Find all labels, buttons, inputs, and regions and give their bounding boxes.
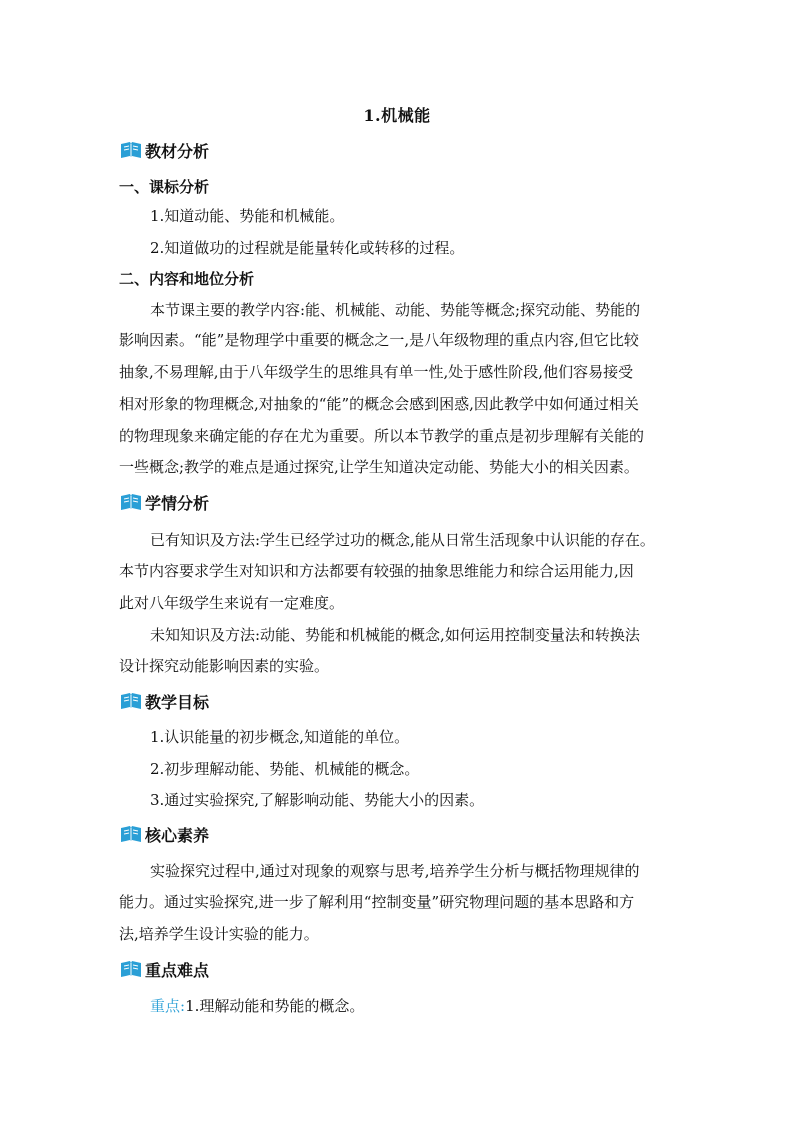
paragraph-line: 未知知识及方法:动能、势能和机械能的概念,如何运用控制变量法和转换法 (150, 626, 640, 644)
subheading-curriculum: 一、课标分析 (119, 178, 210, 196)
page-title: 1.机械能 (363, 106, 431, 125)
paragraph-line: 抽象,不易理解,由于八年级学生的思维具有单一性,处于感性阶段,他们容易接受 (119, 363, 634, 381)
key-point-label: 重点: (150, 997, 186, 1015)
goal-item: 1.认识能量的初步概念,知道能的单位。 (150, 728, 410, 746)
section-heading-text: 核心素养 (145, 825, 210, 845)
book-icon (119, 959, 143, 979)
paragraph-line: 本节内容要求学生对知识和方法都要有较强的抽象思维能力和综合运用能力,因 (119, 562, 634, 580)
section-teaching-goals (119, 689, 209, 713)
paragraph-line: 相对形象的物理概念,对抽象的“能”的概念会感到困惑,因此教学中如何通过相关 (119, 395, 639, 413)
paragraph-line: 一些概念;教学的难点是通过探究,让学生知道决定动能、势能大小的相关因素。 (119, 458, 639, 476)
key-point-line (150, 996, 364, 1016)
paragraph-line: 能力。通过实验探究,进一步了解利用“控制变量”研究物理问题的基本思路和方 (119, 893, 635, 911)
book-icon (119, 824, 143, 844)
section-heading-text: 教学目标 (145, 692, 210, 712)
section-heading-text: 学情分析 (145, 493, 210, 513)
section-key-difficult (119, 957, 209, 981)
paragraph-line: 影响因素。“能”是物理学中重要的概念之一,是八年级物理的重点内容,但它比较 (119, 331, 639, 349)
key-point-text: 1.理解动能和势能的概念。 (185, 997, 365, 1015)
paragraph-line: 法,培养学生设计实验的能力。 (119, 925, 319, 943)
paragraph-line: 本节课主要的教学内容:能、机械能、动能、势能等概念;探究动能、势能的 (150, 301, 641, 319)
paragraph-line: 此对八年级学生来说有一定难度。 (119, 594, 345, 612)
section-core-literacy (119, 822, 209, 846)
paragraph-line: 的物理现象来确定能的存在尤为重要。所以本节教学的重点是初步理解有关能的 (119, 427, 645, 445)
book-icon (119, 691, 143, 711)
book-icon (119, 492, 143, 512)
goal-item: 3.通过实验探究,了解影响动能、势能大小的因素。 (150, 791, 485, 809)
section-textbook-analysis (119, 138, 209, 162)
section-learner-analysis (119, 490, 209, 514)
paragraph-line: 设计探究动能影响因素的实验。 (119, 657, 330, 675)
section-heading-text: 重点难点 (145, 960, 210, 980)
paragraph-line: 已有知识及方法:学生已经学过功的概念,能从日常生活现象中认识能的存在。 (150, 531, 655, 549)
curriculum-item: 1.知道动能、势能和机械能。 (150, 207, 345, 225)
book-icon (119, 140, 143, 160)
subheading-content-position: 二、内容和地位分析 (119, 270, 255, 288)
paragraph-line: 实验探究过程中,通过对现象的观察与思考,培养学生分析与概括物理规律的 (150, 862, 640, 880)
section-heading-text: 教材分析 (145, 141, 210, 161)
goal-item: 2.初步理解动能、势能、机械能的概念。 (150, 760, 420, 778)
curriculum-item: 2.知道做功的过程就是能量转化或转移的过程。 (150, 239, 465, 257)
